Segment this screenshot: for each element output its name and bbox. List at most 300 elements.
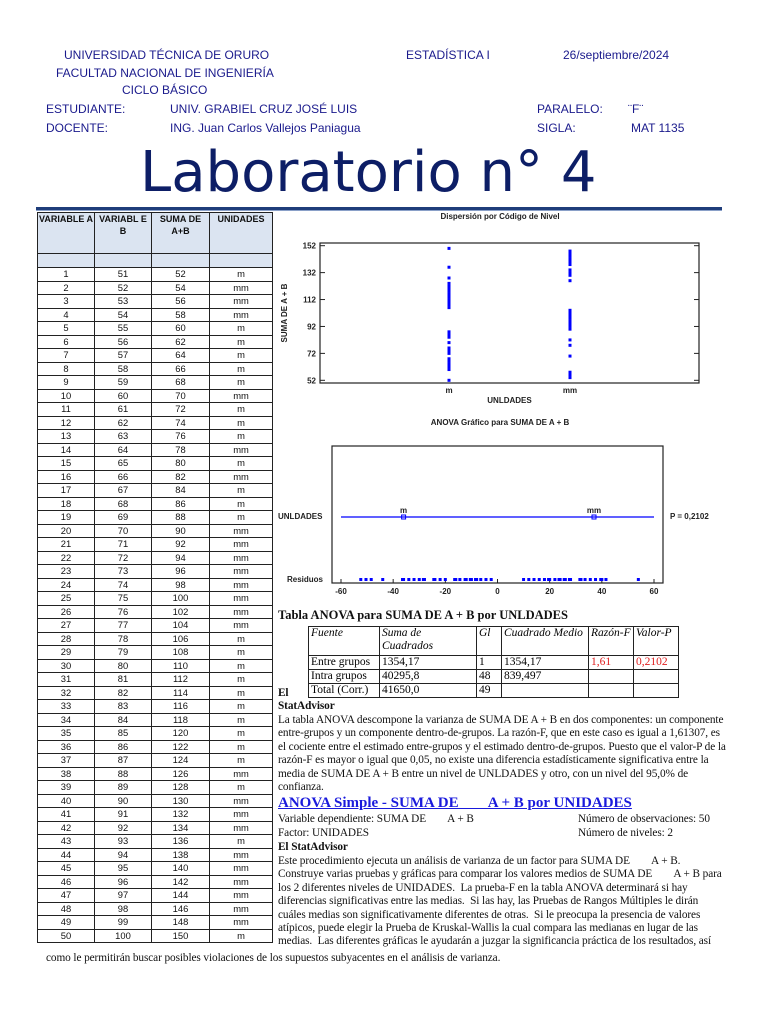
data-point xyxy=(569,344,572,347)
cell-a: 44 xyxy=(38,848,95,862)
advisor2-text-tail: como le permitirán buscar posibles violaciones de los supuestos subyacentes en el análisis de varianza. xyxy=(46,952,501,964)
cell-units: m xyxy=(210,322,273,336)
col-header-units: UNIDADES xyxy=(210,213,273,254)
cell-sum: 110 xyxy=(152,659,210,673)
cell-sum: 96 xyxy=(152,565,210,579)
cell-b: 98 xyxy=(95,902,152,916)
anova-cell: 1354,17 xyxy=(502,656,589,670)
cell-sum: 114 xyxy=(152,686,210,700)
factor-point-label: m xyxy=(400,506,408,515)
table-row xyxy=(38,389,273,403)
anova-cell: Entre grupos xyxy=(309,656,380,670)
table-row xyxy=(38,875,273,889)
cell-units: mm xyxy=(210,889,273,903)
y-axis-label: SUMA DE A + B xyxy=(280,283,289,343)
cell-units: mm xyxy=(210,808,273,822)
cell-b: 58 xyxy=(95,362,152,376)
anova-simple-link[interactable]: ANOVA Simple - SUMA DE A + B por UNIDADES xyxy=(278,795,632,811)
anova-cell: 48 xyxy=(477,670,502,684)
cell-a: 48 xyxy=(38,902,95,916)
table-row xyxy=(38,430,273,444)
cell-b: 60 xyxy=(95,389,152,403)
data-point xyxy=(448,360,451,363)
cell-b: 74 xyxy=(95,578,152,592)
cell-sum: 146 xyxy=(152,902,210,916)
anova-header: Gl xyxy=(477,627,502,656)
cell-sum: 136 xyxy=(152,835,210,849)
observations-count: Número de observaciones: 50 xyxy=(578,813,710,825)
x-tick-label: mm xyxy=(562,386,578,395)
teacher-label: DOCENTE: xyxy=(46,121,109,135)
residual-point xyxy=(599,578,602,581)
cell-units: m xyxy=(210,484,273,498)
table-row xyxy=(38,403,273,417)
cell-sum: 70 xyxy=(152,389,210,403)
cell-units: m xyxy=(210,659,273,673)
table-row xyxy=(38,524,273,538)
blank-row xyxy=(38,254,273,268)
cell-sum: 150 xyxy=(152,929,210,943)
table-row xyxy=(38,673,273,687)
parallel-value: ¨F¨ xyxy=(628,102,644,116)
table-row xyxy=(38,848,273,862)
cell-a: 40 xyxy=(38,794,95,808)
table-row xyxy=(38,754,273,768)
table-row xyxy=(38,767,273,781)
table-row xyxy=(38,268,273,282)
residual-point xyxy=(364,578,367,581)
cell-units: mm xyxy=(210,281,273,295)
anova-row xyxy=(309,684,679,698)
anova-row xyxy=(309,670,679,684)
table-row xyxy=(38,781,273,795)
anova-header: Suma de Cuadrados xyxy=(380,627,477,656)
data-point xyxy=(448,365,451,368)
cell-a: 34 xyxy=(38,713,95,727)
plot-frame xyxy=(332,446,663,583)
cell-a: 26 xyxy=(38,605,95,619)
cell-b: 61 xyxy=(95,403,152,417)
x-tick-label: 20 xyxy=(545,587,555,596)
cell-a: 24 xyxy=(38,578,95,592)
cell-b: 92 xyxy=(95,821,152,835)
cell-a: 43 xyxy=(38,835,95,849)
y-tick-label: 112 xyxy=(303,295,316,305)
data-point xyxy=(448,352,451,355)
advisor2-title: El StatAdvisor xyxy=(278,841,348,853)
anova-table-title: Tabla ANOVA para SUMA DE A + B por UNLDADES xyxy=(278,608,568,622)
cell-sum: 104 xyxy=(152,619,210,633)
cell-a: 3 xyxy=(38,295,95,309)
table-row xyxy=(38,551,273,565)
col-header-b: VARIABL E B xyxy=(95,213,152,254)
cell-b: 97 xyxy=(95,889,152,903)
cell-a: 25 xyxy=(38,592,95,606)
cell-b: 79 xyxy=(95,646,152,660)
residual-point xyxy=(359,578,362,581)
residual-point xyxy=(413,578,416,581)
cell-b: 90 xyxy=(95,794,152,808)
cell-b: 84 xyxy=(95,713,152,727)
cell-units: mm xyxy=(210,619,273,633)
cell-units: m xyxy=(210,335,273,349)
cell-b: 52 xyxy=(95,281,152,295)
cell-units: m xyxy=(210,740,273,754)
cell-b: 83 xyxy=(95,700,152,714)
cell-b: 71 xyxy=(95,538,152,552)
cell-a: 11 xyxy=(38,403,95,417)
data-point xyxy=(448,247,451,250)
student-name: UNIV. GRABIEL CRUZ JOSÉ LUIS xyxy=(170,102,358,116)
university-name: UNIVERSIDAD TÉCNICA DE ORURO xyxy=(64,48,270,62)
data-point xyxy=(569,255,572,258)
cell-b: 88 xyxy=(95,767,152,781)
cell-b: 67 xyxy=(95,484,152,498)
cell-b: 64 xyxy=(95,443,152,457)
table-row xyxy=(38,929,273,943)
factor: Factor: UNIDADES xyxy=(278,827,369,839)
cell-sum: 98 xyxy=(152,578,210,592)
cell-units: mm xyxy=(210,592,273,606)
table-row xyxy=(38,538,273,552)
table-row xyxy=(38,484,273,498)
cell-units: mm xyxy=(210,538,273,552)
cell-sum: 78 xyxy=(152,443,210,457)
cell-units: m xyxy=(210,929,273,943)
cell-a: 42 xyxy=(38,821,95,835)
data-point xyxy=(569,322,572,325)
table-row xyxy=(38,646,273,660)
cell-a: 49 xyxy=(38,916,95,930)
cell-units: m xyxy=(210,268,273,282)
x-tick-label: -60 xyxy=(335,587,347,596)
data-point xyxy=(569,314,572,317)
code-value: MAT 1135 xyxy=(631,121,685,135)
cell-units: m xyxy=(210,632,273,646)
cell-units: mm xyxy=(210,565,273,579)
data-point xyxy=(448,266,451,269)
y-tick-label: 52 xyxy=(307,376,316,386)
table-row xyxy=(38,322,273,336)
table-row xyxy=(38,821,273,835)
table-row xyxy=(38,376,273,390)
data-point xyxy=(448,306,451,309)
row-label-factor: UNLDADES xyxy=(278,512,323,521)
anova-cell: 49 xyxy=(477,684,502,698)
residual-point xyxy=(418,578,421,581)
cell-b: 70 xyxy=(95,524,152,538)
cell-sum: 58 xyxy=(152,308,210,322)
cell-a: 50 xyxy=(38,929,95,943)
cell-units: mm xyxy=(210,470,273,484)
cell-units: mm xyxy=(210,578,273,592)
cell-a: 37 xyxy=(38,754,95,768)
cell-a: 28 xyxy=(38,632,95,646)
table-row xyxy=(38,497,273,511)
data-point xyxy=(569,312,572,315)
residual-point xyxy=(474,578,477,581)
anova-cell: 40295,8 xyxy=(380,670,477,684)
residual-point xyxy=(538,578,541,581)
cell-b: 53 xyxy=(95,295,152,309)
table-row xyxy=(38,632,273,646)
table-row xyxy=(38,889,273,903)
residual-point xyxy=(584,578,587,581)
cell-b: 69 xyxy=(95,511,152,525)
anova-header: Cuadrado Medio xyxy=(502,627,589,656)
table-row xyxy=(38,470,273,484)
residual-point xyxy=(464,578,467,581)
anova-row xyxy=(309,656,679,670)
data-point xyxy=(569,317,572,320)
residual-point xyxy=(453,578,456,581)
cell-sum: 92 xyxy=(152,538,210,552)
residual-point xyxy=(594,578,597,581)
cell-sum: 88 xyxy=(152,511,210,525)
cell-units: m xyxy=(210,497,273,511)
cell-sum: 148 xyxy=(152,916,210,930)
p-value-label: P = 0,2102 xyxy=(670,512,709,521)
cell-units: m xyxy=(210,686,273,700)
data-point xyxy=(448,293,451,296)
cell-sum: 100 xyxy=(152,592,210,606)
cell-units: mm xyxy=(210,308,273,322)
cell-sum: 60 xyxy=(152,322,210,336)
cell-a: 38 xyxy=(38,767,95,781)
anova-table xyxy=(308,626,679,698)
cell-a: 6 xyxy=(38,335,95,349)
code-label: SIGLA: xyxy=(537,121,576,135)
cell-a: 21 xyxy=(38,538,95,552)
cell-b: 59 xyxy=(95,376,152,390)
residual-point xyxy=(604,578,607,581)
residual-point xyxy=(407,578,410,581)
cell-b: 81 xyxy=(95,673,152,687)
residual-point xyxy=(563,578,566,581)
dependent-variable: Variable dependiente: SUMA DE A + B xyxy=(278,813,474,825)
residual-point xyxy=(370,578,373,581)
cell-a: 4 xyxy=(38,308,95,322)
residual-point xyxy=(568,578,571,581)
cell-b: 99 xyxy=(95,916,152,930)
anova-header: Fuente xyxy=(309,627,380,656)
x-tick-label: 40 xyxy=(597,587,607,596)
residual-point xyxy=(637,578,640,581)
cell-b: 95 xyxy=(95,862,152,876)
cell-a: 12 xyxy=(38,416,95,430)
table-row xyxy=(38,916,273,930)
residual-point xyxy=(522,578,525,581)
cell-sum: 118 xyxy=(152,713,210,727)
cell-a: 46 xyxy=(38,875,95,889)
anova-graph xyxy=(275,440,725,600)
cell-b: 94 xyxy=(95,848,152,862)
data-point xyxy=(569,320,572,323)
cell-a: 41 xyxy=(38,808,95,822)
table-row xyxy=(38,281,273,295)
cell-sum: 122 xyxy=(152,740,210,754)
cell-units: m xyxy=(210,835,273,849)
cell-a: 36 xyxy=(38,740,95,754)
advisor2-text: Este procedimiento ejecuta un análisis de varianza de un factor para SUMA DE A + B. Construye varias pruebas y gráficas para comparar los valores medios de SUMA DE A + B para los 2 diferentes niveles de UNIDADES. La prueba-F en la tabla ANOVA determinará si hay diferencias significativas entre las medias. Si las hay, las Pruebas de Rangos Múltiples le dirán cuáles medias son significativamente diferentes de otras. Si le preocupa la presencia de valores atípicos, puede elegir la Prueba de Kruskal-Wallis la cual compara las medianas en lugar de las medias. Las diferentes gráficas le ayudarán a juzgar la significancia práctica de los resultados, así xyxy=(278,855,725,948)
cell-b: 73 xyxy=(95,565,152,579)
cell-sum: 134 xyxy=(152,821,210,835)
cell-a: 27 xyxy=(38,619,95,633)
col-header-sum: SUMA DE A+B xyxy=(152,213,210,254)
cell-units: mm xyxy=(210,916,273,930)
residual-point xyxy=(490,578,493,581)
table-row xyxy=(38,740,273,754)
cell-sum: 66 xyxy=(152,362,210,376)
cell-a: 47 xyxy=(38,889,95,903)
cell-b: 96 xyxy=(95,875,152,889)
cell-units: m xyxy=(210,713,273,727)
cell-a: 5 xyxy=(38,322,95,336)
cell-units: mm xyxy=(210,389,273,403)
cell-sum: 94 xyxy=(152,551,210,565)
cell-sum: 106 xyxy=(152,632,210,646)
cell-units: mm xyxy=(210,524,273,538)
residual-point xyxy=(401,578,404,581)
cell-sum: 52 xyxy=(152,268,210,282)
table-row xyxy=(38,443,273,457)
cell-sum: 76 xyxy=(152,430,210,444)
cell-a: 30 xyxy=(38,659,95,673)
cell-sum: 142 xyxy=(152,875,210,889)
data-point xyxy=(448,379,451,382)
residual-point xyxy=(578,578,581,581)
cell-a: 15 xyxy=(38,457,95,471)
levels-count: Número de niveles: 2 xyxy=(578,827,673,839)
residual-point xyxy=(589,578,592,581)
cell-b: 91 xyxy=(95,808,152,822)
cell-b: 80 xyxy=(95,659,152,673)
residual-point xyxy=(543,578,546,581)
cell-sum: 64 xyxy=(152,349,210,363)
data-point xyxy=(448,357,451,360)
cell-units: mm xyxy=(210,848,273,862)
anova-cell: 41650,0 xyxy=(380,684,477,698)
cell-a: 29 xyxy=(38,646,95,660)
cell-sum: 54 xyxy=(152,281,210,295)
data-point xyxy=(569,258,572,261)
table-row xyxy=(38,605,273,619)
cell-units: mm xyxy=(210,551,273,565)
cell-a: 20 xyxy=(38,524,95,538)
cell-sum: 74 xyxy=(152,416,210,430)
residual-point xyxy=(444,578,447,581)
cell-units: mm xyxy=(210,875,273,889)
table-row xyxy=(38,686,273,700)
anova-graph-title: ANOVA Gráfico para SUMA DE A + B xyxy=(430,418,570,427)
cell-a: 45 xyxy=(38,862,95,876)
cell-b: 66 xyxy=(95,470,152,484)
cell-b: 72 xyxy=(95,551,152,565)
cell-a: 31 xyxy=(38,673,95,687)
cell-sum: 112 xyxy=(152,673,210,687)
residual-point xyxy=(381,578,384,581)
cell-a: 19 xyxy=(38,511,95,525)
data-point xyxy=(448,298,451,301)
factor-point-label: mm xyxy=(586,506,602,515)
data-point xyxy=(448,336,451,339)
cell-sum: 108 xyxy=(152,646,210,660)
cell-b: 65 xyxy=(95,457,152,471)
table-row xyxy=(38,295,273,309)
cell-a: 7 xyxy=(38,349,95,363)
data-point xyxy=(448,341,451,344)
data-point xyxy=(448,282,451,285)
cell-units: m xyxy=(210,673,273,687)
cell-sum: 128 xyxy=(152,781,210,795)
title-divider xyxy=(36,207,722,211)
data-point xyxy=(569,371,572,374)
table-row xyxy=(38,578,273,592)
cell-sum: 130 xyxy=(152,794,210,808)
residual-point xyxy=(533,578,536,581)
cycle-name: CICLO BÁSICO xyxy=(122,83,208,97)
table-row xyxy=(38,902,273,916)
table-row xyxy=(38,335,273,349)
x-axis-label: UNLDADES xyxy=(487,396,532,405)
data-point xyxy=(448,349,451,352)
cell-units: mm xyxy=(210,295,273,309)
cell-a: 17 xyxy=(38,484,95,498)
data-point xyxy=(448,301,451,304)
row-label-residuals: Residuos xyxy=(287,575,324,584)
page-title: Laboratorio n° 4 xyxy=(140,140,597,205)
cell-units: mm xyxy=(210,767,273,781)
table-row xyxy=(38,362,273,376)
residual-point xyxy=(439,578,442,581)
table-row xyxy=(38,727,273,741)
data-point xyxy=(448,347,451,350)
cell-b: 86 xyxy=(95,740,152,754)
scatter-title: Dispersión por Código de Nivel xyxy=(440,212,560,221)
cell-units: mm xyxy=(210,605,273,619)
cell-sum: 116 xyxy=(152,700,210,714)
cell-units: m xyxy=(210,457,273,471)
cell-b: 68 xyxy=(95,497,152,511)
residual-point xyxy=(469,578,472,581)
data-point xyxy=(569,260,572,263)
table-row xyxy=(38,835,273,849)
residual-point xyxy=(484,578,487,581)
table-row xyxy=(38,511,273,525)
x-tick-label: 0 xyxy=(495,587,500,596)
cell-b: 76 xyxy=(95,605,152,619)
cell-units: mm xyxy=(210,794,273,808)
anova-header: Valor-P xyxy=(634,627,679,656)
data-point xyxy=(569,376,572,379)
table-row xyxy=(38,862,273,876)
cell-sum: 138 xyxy=(152,848,210,862)
col-header-a: VARIABLE A xyxy=(38,213,95,254)
table-row xyxy=(38,713,273,727)
data-point xyxy=(569,274,572,277)
x-tick-label: 60 xyxy=(649,587,659,596)
x-tick-label: m xyxy=(445,386,453,395)
cell-units: m xyxy=(210,403,273,417)
y-tick-label: 92 xyxy=(307,322,316,332)
data-point xyxy=(448,333,451,336)
cell-sum: 86 xyxy=(152,497,210,511)
student-label: ESTUDIANTE: xyxy=(46,102,126,116)
data-point xyxy=(448,303,451,306)
cell-b: 57 xyxy=(95,349,152,363)
date: 26/septiembre/2024 xyxy=(563,48,670,62)
cell-sum: 80 xyxy=(152,457,210,471)
